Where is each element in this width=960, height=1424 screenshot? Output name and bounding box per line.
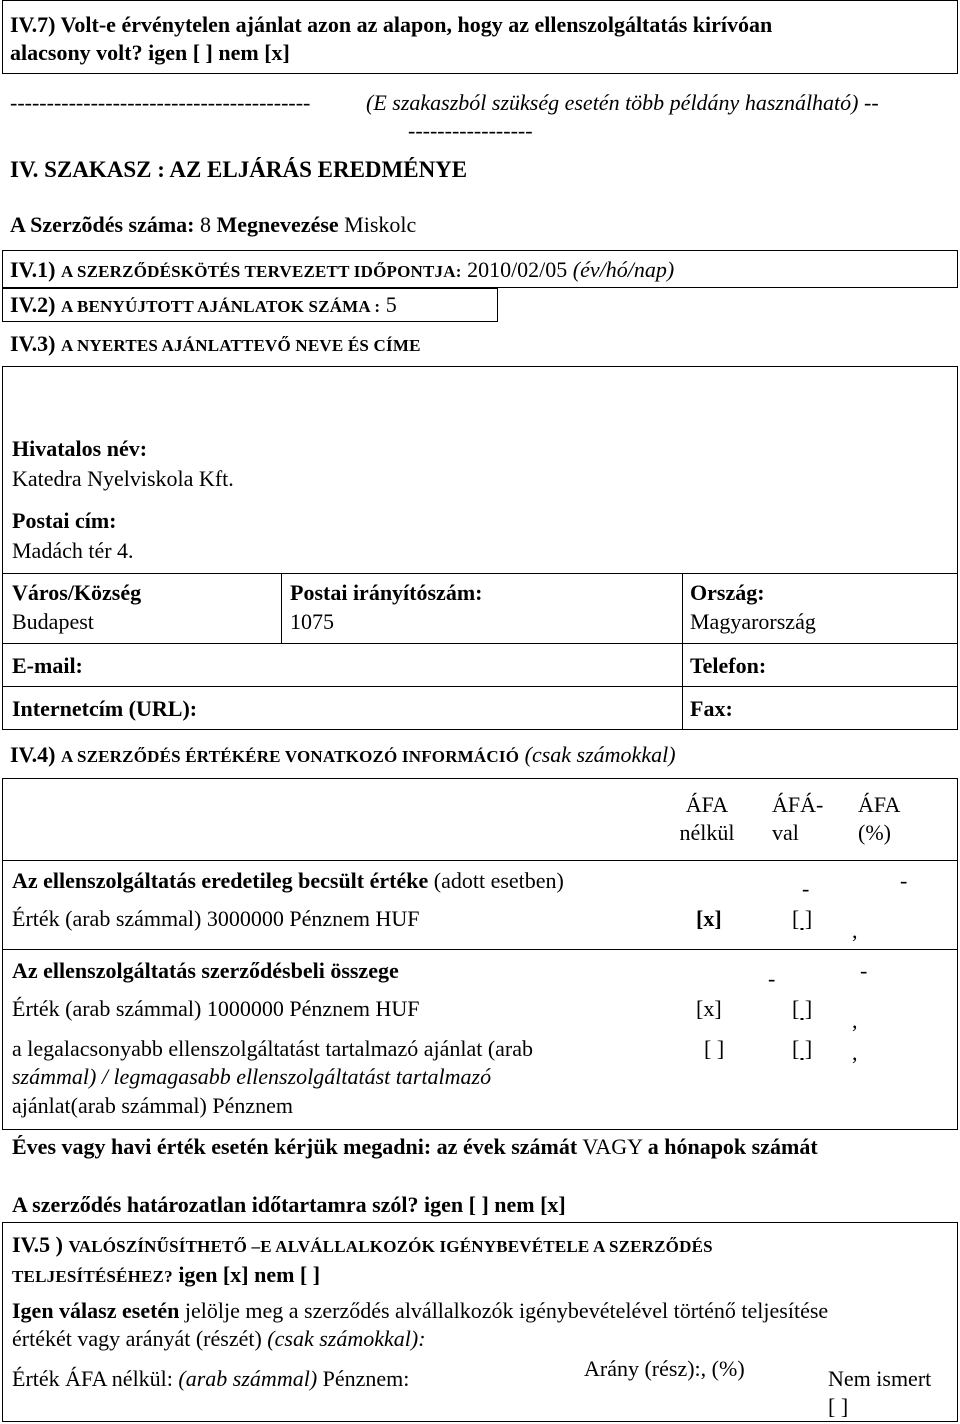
iv2-value: 5 [385, 292, 397, 317]
contract-no-vat-checkbox[interactable]: [x] [696, 996, 722, 1021]
estimated-value-line: Érték (arab számmal) 3000000 Pénznem HUF [12, 906, 420, 931]
estimated-value-label: Az ellenszolgáltatás eredetileg becsült értéke [12, 868, 429, 893]
iv3-address-box [2, 366, 958, 730]
iv7-line1: IV.7) Volt-e érvénytelen ajánlat azon az alapon, hogy az ellenszolgáltatás kirívóan [10, 12, 773, 37]
contract-number-value: 8 [200, 212, 212, 237]
iv5-yes-text: jelölje meg a szerződés alvállalkozók igénybevételével történő teljesítése [184, 1298, 829, 1323]
iv1-value: 2010/02/05 [467, 257, 568, 282]
country-value: Magyarország [690, 609, 816, 634]
iv5-value-label: Érték ÁFA nélkül: [12, 1366, 173, 1391]
estimated-dash-pct: - [900, 868, 908, 893]
iv4-note: (csak számokkal) [524, 742, 676, 767]
iv5-yes-text-2: értékét vagy arányát (részét) [12, 1326, 262, 1351]
estimated-no-vat-checkbox[interactable]: [x] [696, 906, 722, 931]
iv4-heading [10, 742, 676, 768]
iv5-yes-label: Igen válasz esetén [12, 1298, 180, 1323]
iv3-label: A NYERTES AJÁNLATTEVŐ NEVE ÉS CÍME [60, 336, 421, 355]
iv1-unit: (év/hó/nap) [572, 257, 675, 282]
range-no-vat-checkbox[interactable]: [ ] [704, 1036, 725, 1061]
col-no-vat-header-1: ÁFA [685, 792, 729, 817]
range-vat-pct: , [852, 1040, 858, 1065]
annual-line-b: VAGY [582, 1134, 643, 1159]
iv5-yes-line-2 [12, 1326, 426, 1352]
iv4-label: A SZERZŐDÉS ÉRTÉKÉRE VONATKOZÓ INFORMÁCIÓ [60, 747, 520, 766]
separator-dashes-left: ----------------------------------------- [10, 90, 311, 115]
iv2-label: A BENYÚJTOTT AJÁNLATOK SZÁMA : [60, 297, 381, 316]
contract-dash-with-vat: - [768, 966, 776, 991]
iv5-yes-line [12, 1298, 828, 1324]
annual-line-c: a hónapok számát [647, 1134, 818, 1159]
contract-value-label: Az ellenszolgáltatás szerződésbeli összege [12, 958, 399, 983]
iv7-line2: alacsony volt? igen [ ] nem [x] [10, 40, 290, 65]
iv5-number: IV.5 ) [12, 1232, 63, 1257]
iv5-line1 [12, 1232, 713, 1258]
col-vat-pct-header-1: ÁFA [858, 792, 901, 817]
address-grid-row2 [2, 643, 958, 644]
contract-dash-pct: - [860, 958, 868, 983]
contract-number-label: A Szerzõdés száma: [10, 212, 195, 237]
iv5-yes-note: (csak számokkal): [267, 1326, 426, 1351]
address-grid-row3 [2, 686, 958, 687]
iv5-label-1: VALÓSZÍNŰSÍTHETŐ –E ALVÁLLALKOZÓK IGÉNYBEVÉTELE A SZERZŐDÉS [68, 1237, 713, 1256]
iv1-label: A SZERZŐDÉSKÖTÉS TERVEZETT IDŐPONTJA: [60, 262, 462, 281]
iv4-table-row-line [2, 949, 958, 950]
range-line-3: ajánlat(arab számmal) Pénznem [12, 1093, 293, 1118]
iv5-value-note: (arab számmal) [178, 1366, 318, 1391]
iv3-number: IV.3) [10, 331, 56, 356]
contract-name-label: Megnevezése [216, 212, 339, 237]
official-name-label: Hivatalos név: [12, 436, 148, 461]
iv2-number: IV.2) [10, 292, 56, 317]
address-grid-v1 [281, 573, 282, 643]
url-label: Internetcím (URL): [12, 696, 198, 721]
city-label: Város/Község [12, 580, 142, 605]
iv5-answer: igen [x] nem [ ] [178, 1262, 321, 1287]
zip-value: 1075 [290, 609, 334, 634]
iv1-line [10, 257, 674, 283]
iv4-number: IV.4) [10, 742, 56, 767]
contract-name-value: Miskolc [344, 212, 417, 237]
postal-address-value: Madách tér 4. [12, 538, 134, 563]
phone-label: Telefon: [690, 653, 767, 678]
estimated-value-note: (adott esetben) [433, 868, 564, 893]
iv5-unknown-label: Nem ismert [828, 1366, 932, 1391]
contract-vat-pct: , [852, 1008, 858, 1033]
iv4-table-header-line [2, 860, 958, 861]
address-grid-top [2, 573, 958, 574]
contract-with-vat-checkbox[interactable]: [ ] [792, 996, 813, 1021]
iv3-heading [10, 331, 421, 357]
iv5-unknown-checkbox[interactable]: [ ] [828, 1394, 849, 1419]
annual-line-a: Éves vagy havi érték esetén kérjük megadni: az évek számát [12, 1134, 578, 1159]
iv5-ratio: Arány (rész):, (%) [584, 1356, 745, 1381]
iv5-label-2: TELJESÍTÉSÉHEZ? [12, 1267, 173, 1286]
address-grid-v2 [682, 573, 683, 730]
col-vat-pct-header-2: (%) [858, 820, 891, 845]
iv2-line [10, 292, 397, 318]
fax-label: Fax: [690, 696, 733, 721]
contract-value-line: Érték (arab számmal) 1000000 Pénznem HUF [12, 996, 420, 1021]
separator-note: (E szakaszból szükség esetén több példány használható) -- [366, 90, 879, 115]
estimated-vat-pct: , [852, 918, 858, 943]
separator-dashes-right: ----------------- [408, 118, 533, 143]
email-label: E-mail: [12, 653, 83, 678]
col-with-vat-header-2: val [772, 820, 799, 845]
range-line-2: számmal) / legmagasabb ellenszolgáltatást tartalmazó [12, 1064, 492, 1089]
official-name-value: Katedra Nyelviskola Kft. [12, 466, 234, 491]
range-with-vat-checkbox[interactable]: [ ] [792, 1036, 813, 1061]
estimated-value-heading [12, 868, 564, 894]
zip-label: Postai irányítószám: [290, 580, 483, 605]
col-no-vat-header-2: nélkül [679, 820, 735, 845]
range-line-1: a legalacsonyabb ellenszolgáltatást tartalmazó ajánlat (arab [12, 1036, 534, 1061]
city-value: Budapest [12, 609, 94, 634]
iv1-number: IV.1) [10, 257, 56, 282]
iv5-value-line [12, 1366, 409, 1392]
indefinite-term: A szerződés határozatlan időtartamra szól? igen [ ] nem [x] [12, 1192, 566, 1217]
estimated-with-vat-checkbox[interactable]: [ ] [792, 906, 813, 931]
annual-line [12, 1134, 818, 1160]
country-label: Ország: [690, 580, 765, 605]
contract-number-line [10, 212, 416, 238]
iv5-line2 [12, 1262, 320, 1288]
col-with-vat-header-1: ÁFÁ- [772, 792, 824, 817]
postal-address-label: Postai cím: [12, 508, 117, 533]
iv5-value-currency: Pénznem: [322, 1366, 410, 1391]
section-iv-heading: IV. SZAKASZ : AZ ELJÁRÁS EREDMÉNYE [10, 157, 468, 182]
estimated-dash-with-vat: - [802, 876, 810, 901]
